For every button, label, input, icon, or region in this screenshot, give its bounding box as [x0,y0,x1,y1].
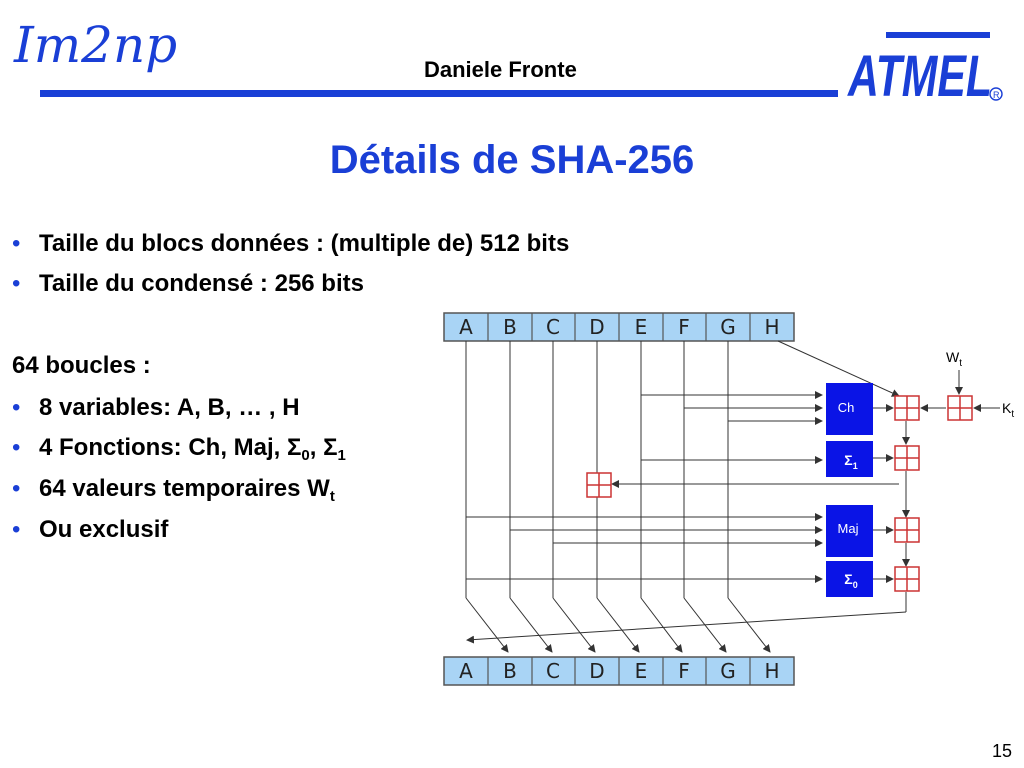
svg-text:R: R [993,90,1000,100]
bullet-xor: Ou exclusif [39,516,169,543]
adder-sigma0 [895,567,919,591]
atmel-logo [846,30,1006,102]
header-rule [40,90,838,97]
svg-text:Im2np: Im2np [14,16,178,74]
bottom-register-g: G [720,659,736,683]
function-ch-label: Ch [837,400,855,415]
adder-d [587,473,611,497]
top-register-h: H [764,315,780,339]
svg-text:Σ0: $\Sigma_0$ [844,571,858,590]
bullet-functions: 4 Fonctions: Ch, Maj, $\Sigma_0$, $\Sigma_1$ [39,434,346,464]
author-name: Daniele Fronte [424,57,577,82]
function-sigma0 [826,561,873,597]
sha256-round-diagram [440,310,1024,690]
function-maj [826,505,873,557]
bottom-register-d: D [589,659,605,683]
bullet-dot: • [12,394,21,421]
bullet-dot: • [12,230,21,257]
loops-heading: 64 boucles : [12,352,151,379]
bottom-register-f: F [678,659,690,683]
input-kt: $K_t$ [1002,400,1015,420]
slide-title: Détails de SHA-256 [329,138,695,182]
bottom-register-b: B [503,659,517,683]
top-register-b: B [503,315,517,339]
input-wt: $W_t$ [946,349,962,369]
wiring [466,341,1000,652]
bullet-variables: 8 variables: A, B, … , H [39,394,300,421]
svg-text:ATMEL: ATMEL [846,44,992,102]
bottom-register-row [444,657,794,685]
bottom-register-a: A [459,659,473,683]
bullet-temp-values: 64 valeurs temporaires $W_t$ [39,475,335,505]
function-ch [826,383,873,435]
bottom-register-e: E [634,659,648,683]
bullet-block-size: Taille du blocs données : (multiple de) 512 bits [39,230,570,257]
top-register-e: E [634,315,648,339]
top-register-row [444,313,794,341]
adder-wk [948,396,972,420]
svg-text:Σ1: $\Sigma_1$ [844,452,858,471]
adder-ch [895,396,919,420]
top-register-g: G [720,315,736,339]
top-register-f: F [678,315,690,339]
bullet-dot: • [12,516,21,543]
bottom-register-h: H [764,659,780,683]
page-number: 15 [991,741,1012,761]
bullet-dot: • [12,434,21,461]
top-register-d: D [589,315,605,339]
im2np-logo [10,8,180,80]
bullet-dot: • [12,475,21,502]
bottom-register-c: C [546,659,560,683]
top-register-a: A [459,315,473,339]
function-maj-label: Maj [837,521,859,536]
top-register-c: C [546,315,560,339]
adder-maj [895,518,919,542]
function-sigma1 [826,441,873,477]
adder-sigma1 [895,446,919,470]
bullet-digest-size: Taille du condensé : 256 bits [39,270,364,297]
bullet-dot: • [12,270,21,297]
